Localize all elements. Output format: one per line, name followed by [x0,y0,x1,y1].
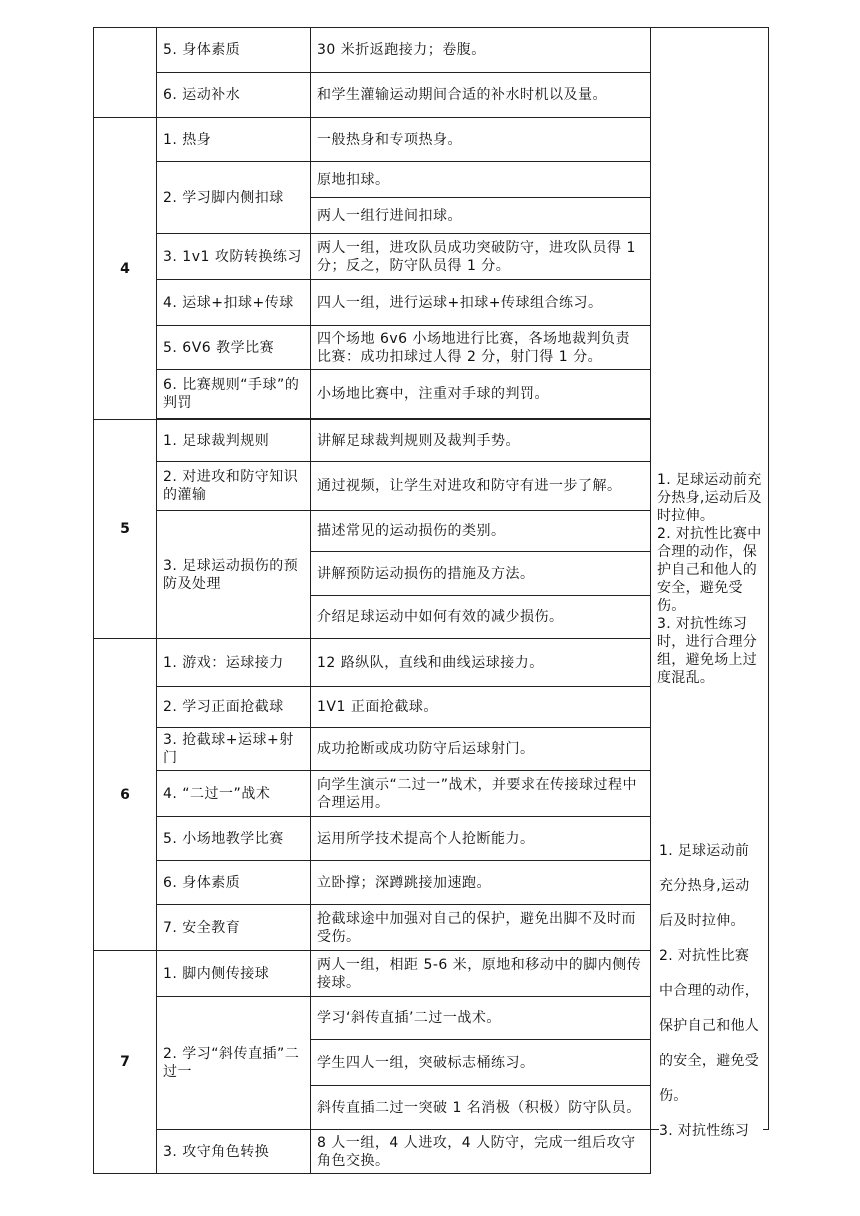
content-cell: 3. 攻守角色转换 [157,1130,311,1174]
content-cell: 3. 足球运动损伤的预防及处理 [157,511,311,639]
content-cell: 5. 小场地教学比赛 [157,817,311,861]
content-cell: 4. “二过一”战术 [157,771,311,817]
method-cell: 斜传直插二过一突破 1 名消极（积极）防守队员。 [311,1086,651,1130]
content-cell: 6. 比赛规则“手球”的判罚 [157,370,311,419]
method-cell: 立卧撑；深蹲跳接加速跑。 [311,861,651,905]
content-cell: 2. 学习“斜传直插”二过一 [157,997,311,1130]
method-cell: 小场地比赛中，注重对手球的判罚。 [311,370,651,419]
method-cell: 四个场地 6v6 小场地进行比赛，各场地裁判负责比赛：成功扣球过人得 2 分，射门得 1 分。 [311,326,651,370]
method-cell: 30 米折返跑接力；卷腹。 [311,28,651,73]
method-cell: 12 路纵队，直线和曲线运球接力。 [311,639,651,687]
method-cell: 和学生灌输运动期间合适的补水时机以及量。 [311,73,651,118]
method-cell: 讲解足球裁判规则及裁判手势。 [311,420,651,462]
content-cell: 7. 安全教育 [157,905,311,951]
content-cell: 1. 热身 [157,118,311,162]
note-item: 3. 对抗性练习时，进行合理分组，避免场上过度混乱。 [657,615,758,686]
method-cell: 运用所学技术提高个人抢断能力。 [311,817,651,861]
method-cell: 介绍足球运动中如何有效的减少损伤。 [311,596,651,639]
method-cell: 通过视频，让学生对进攻和防守有进一步了解。 [311,462,651,511]
method-cell: 两人一组，相距 5-6 米，原地和移动中的脚内侧传接球。 [311,951,651,997]
content-cell: 3. 抢截球+运球+射门 [157,728,311,771]
method-cell: 向学生演示“二过一”战术，并要求在传接球过程中合理运用。 [311,771,651,817]
method-cell: 两人一组行进间扣球。 [311,198,651,234]
method-cell: 一般热身和专项热身。 [311,118,651,162]
week-number-cell: 7 [94,951,157,1174]
note-item: 3. 对抗性练习 [659,1123,750,1139]
note-item: 2. 对抗性比赛中合理的动作，保护自己和他人的安全，避免受伤。 [659,948,760,1104]
method-cell: 原地扣球。 [311,162,651,198]
content-cell: 1. 脚内侧传接球 [157,951,311,997]
content-cell: 5. 身体素质 [157,28,311,73]
method-cell: 学习‘斜传直插’二过一战术。 [311,997,651,1040]
note-item: 1. 足球运动前充分热身,运动后及时拉伸。 [657,471,762,524]
method-cell: 四人一组，进行运球+扣球+传球组合练习。 [311,280,651,326]
notes-block-lower [659,834,763,1149]
content-cell: 2. 学习脚内侧扣球 [157,162,311,234]
content-cell: 6. 运动补水 [157,73,311,118]
content-cell: 1. 足球裁判规则 [157,420,311,462]
method-cell: 1V1 正面抢截球。 [311,687,651,728]
content-cell: 2. 对进攻和防守知识的灌输 [157,462,311,511]
content-cell: 4. 运球+扣球+传球 [157,280,311,326]
method-cell: 讲解预防运动损伤的措施及方法。 [311,552,651,596]
week-number-cell: 4 [94,118,157,420]
note-item: 2. 对抗性比赛中合理的动作，保护自己和他人的安全，避免受伤。 [657,525,762,614]
method-cell: 8 人一组，4 人进攻，4 人防守，完成一组后攻守角色交换。 [311,1130,651,1174]
method-cell: 学生四人一组，突破标志桶练习。 [311,1040,651,1086]
note-item: 1. 足球运动前充分热身,运动后及时拉伸。 [659,843,750,929]
content-cell: 3. 1v1 攻防转换练习 [157,234,311,280]
week-number-cell [94,28,157,118]
week-number-cell: 5 [94,420,157,639]
content-cell: 1. 游戏：运球接力 [157,639,311,687]
week-number-cell: 6 [94,639,157,951]
content-cell: 6. 身体素质 [157,861,311,905]
table-row [94,28,769,73]
content-cell: 2. 学习正面抢截球 [157,687,311,728]
method-cell: 抢截球途中加强对自己的保护，避免出脚不及时而受伤。 [311,905,651,951]
method-cell: 两人一组，进攻队员成功突破防守，进攻队员得 1 分；反之，防守队员得 1 分。 [311,234,651,280]
method-cell: 描述常见的运动损伤的类别。 [311,511,651,552]
content-cell: 5. 6V6 教学比赛 [157,326,311,370]
method-cell: 成功抢断或成功防守后运球射门。 [311,728,651,771]
